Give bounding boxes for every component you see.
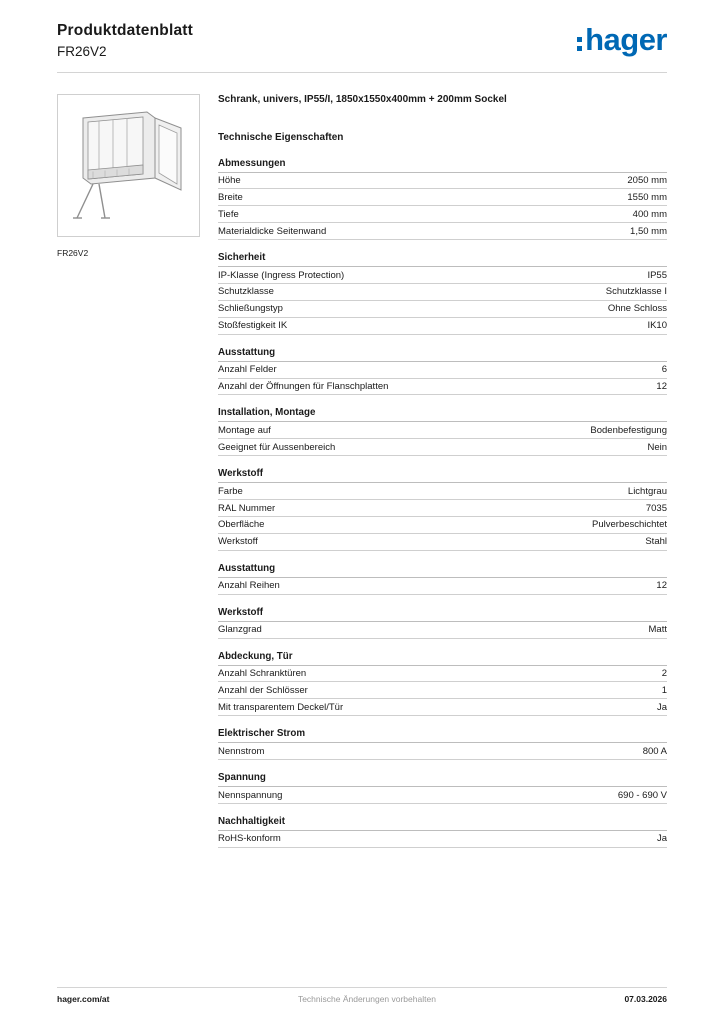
- spec-value: Ja: [656, 833, 667, 845]
- spec-section: [218, 728, 667, 760]
- spec-section: [218, 651, 667, 717]
- spec-row: [218, 223, 667, 240]
- spec-label: Höhe: [218, 175, 241, 186]
- spec-row: [218, 666, 667, 683]
- spec-section-title: Spannung: [218, 772, 667, 787]
- hager-logo-text: hager: [585, 22, 667, 57]
- spec-row: [218, 284, 667, 301]
- page-header: [57, 22, 667, 59]
- spec-value: Schutzklasse I: [605, 286, 667, 298]
- header-titles: [57, 22, 193, 59]
- spec-section: [218, 158, 667, 241]
- page-footer: [57, 987, 667, 1004]
- spec-value: Matt: [648, 624, 667, 636]
- specs-heading: Technische Eigenschaften: [218, 131, 344, 143]
- spec-label: Anzahl Reihen: [218, 580, 280, 592]
- spec-section-title: Nachhaltigkeit: [218, 816, 667, 831]
- spec-value: IK10: [647, 320, 667, 332]
- spec-row: [218, 517, 667, 534]
- spec-value: Ja: [656, 701, 667, 713]
- spec-label: Schließungstyp: [218, 303, 283, 315]
- spec-label: Anzahl der Schlösser: [218, 684, 308, 696]
- spec-row: [218, 318, 667, 335]
- spec-label: Oberfläche: [218, 519, 265, 531]
- spec-value: 800 A: [642, 745, 667, 757]
- product-image-column: [57, 94, 200, 860]
- spec-section-title: Werkstoff: [218, 607, 667, 622]
- spec-row: [218, 699, 667, 716]
- spec-label: Stoßfestigkeit IK: [218, 320, 288, 332]
- spec-label: Materialdicke Seitenwand: [218, 225, 327, 237]
- spec-label: Tiefe: [218, 208, 239, 220]
- spec-row: [218, 682, 667, 699]
- spec-section-title: Sicherheit: [218, 252, 667, 267]
- spec-value: 6: [661, 364, 667, 376]
- spec-row: [218, 622, 667, 639]
- spec-value: 400 mm: [632, 208, 667, 220]
- spec-section-title: Abdeckung, Tür: [218, 651, 667, 666]
- spec-label: Anzahl Schranktüren: [218, 668, 307, 680]
- spec-value: 12: [656, 381, 667, 393]
- spec-section: [218, 563, 667, 595]
- footer-website: hager.com/at: [57, 994, 110, 1004]
- spec-label: Anzahl Felder: [218, 364, 277, 376]
- spec-value: 12: [656, 580, 667, 592]
- spec-value: Ohne Schloss: [607, 303, 667, 315]
- header-divider: [57, 72, 667, 73]
- spec-section-title: Werkstoff: [218, 468, 667, 483]
- spec-value: 7035: [645, 502, 667, 514]
- product-image-caption: FR26V2: [57, 248, 89, 258]
- spec-value: 1550 mm: [627, 191, 667, 203]
- spec-label: Werkstoff: [218, 536, 258, 548]
- spec-label: Montage auf: [218, 424, 271, 436]
- footer-date: 07.03.2026: [624, 994, 667, 1004]
- spec-section: [218, 347, 667, 396]
- spec-label: Breite: [218, 191, 243, 203]
- spec-row: [218, 189, 667, 206]
- spec-section: [218, 252, 667, 335]
- spec-value: Pulverbeschichtet: [592, 519, 667, 531]
- spec-value: Stahl: [645, 536, 667, 548]
- page-title: Produktdatenblatt: [57, 22, 194, 39]
- spec-row: [218, 787, 667, 804]
- spec-label: RAL Nummer: [218, 502, 276, 514]
- spec-section: [218, 468, 667, 551]
- footer-notice: Technische Änderungen vorbehalten: [297, 994, 436, 1004]
- spec-section-title: Ausstattung: [218, 347, 667, 362]
- spec-row: [218, 267, 667, 284]
- spec-row: [218, 483, 667, 500]
- spec-section-title: Ausstattung: [218, 563, 667, 578]
- spec-section-title: Installation, Montage: [218, 407, 667, 422]
- spec-section: [218, 772, 667, 804]
- main-content: [57, 94, 667, 860]
- spec-section-title: Abmessungen: [218, 158, 667, 173]
- spec-row: [218, 534, 667, 551]
- spec-label: Nennstrom: [218, 745, 265, 757]
- spec-row: [218, 362, 667, 379]
- spec-sections: [218, 158, 667, 848]
- hager-logo-colon-icon: [577, 37, 582, 51]
- specs-column: [218, 94, 667, 860]
- spec-row: [218, 439, 667, 456]
- spec-value: 690 - 690 V: [617, 789, 667, 801]
- spec-label: Nennspannung: [218, 789, 283, 801]
- cabinet-drawing-icon: [69, 104, 189, 228]
- product-code: FR26V2: [57, 44, 107, 59]
- spec-label: Anzahl der Öffnungen für Flanschplatten: [218, 381, 389, 393]
- spec-row: [218, 500, 667, 517]
- spec-section: [218, 607, 667, 639]
- spec-row: [218, 578, 667, 595]
- spec-label: Glanzgrad: [218, 624, 262, 636]
- spec-row: [218, 206, 667, 223]
- spec-value: 2: [661, 668, 667, 680]
- hager-logo: [577, 24, 667, 55]
- spec-row: [218, 379, 667, 396]
- spec-value: 1,50 mm: [630, 225, 667, 237]
- spec-label: RoHS-konform: [218, 833, 281, 845]
- spec-row: [218, 173, 667, 190]
- spec-label: IP-Klasse (Ingress Protection): [218, 269, 345, 281]
- spec-row: [218, 301, 667, 318]
- spec-value: Bodenbefestigung: [590, 424, 667, 436]
- spec-label: Farbe: [218, 485, 243, 497]
- spec-value: Lichtgrau: [627, 485, 667, 497]
- spec-section: [218, 407, 667, 456]
- spec-value: IP55: [647, 269, 667, 281]
- product-image: [57, 94, 200, 237]
- spec-label: Geeignet für Aussenbereich: [218, 441, 336, 453]
- spec-label: Mit transparentem Deckel/Tür: [218, 701, 344, 713]
- product-description: Schrank, univers, IP55/I, 1850x1550x400mm + 200mm Sockel: [218, 94, 507, 105]
- spec-value: Nein: [647, 441, 667, 453]
- spec-value: 2050 mm: [627, 175, 667, 186]
- spec-row: [218, 422, 667, 439]
- spec-row: [218, 831, 667, 848]
- spec-section: [218, 816, 667, 848]
- spec-value: 1: [661, 684, 667, 696]
- spec-label: Schutzklasse: [218, 286, 274, 298]
- spec-row: [218, 743, 667, 760]
- spec-section-title: Elektrischer Strom: [218, 728, 667, 743]
